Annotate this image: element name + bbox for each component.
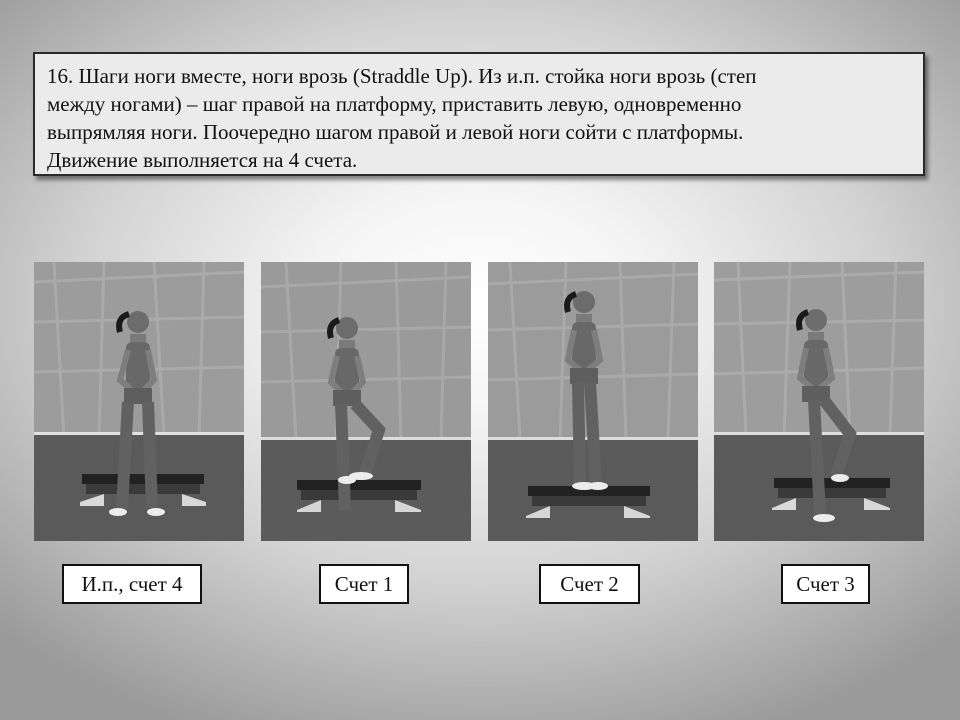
caption-count-1: Счет 1 [319, 564, 409, 604]
photo-start-position [34, 262, 244, 541]
photo-count-3-image [714, 262, 924, 541]
photo-count-2 [488, 262, 698, 541]
description-line-1: 16. Шаги ноги вместе, ноги врозь (Straddle Up). Из и.п. стойка ноги врозь (степ [47, 64, 757, 88]
description-line-4: Движение выполняется на 4 счета. [47, 148, 358, 172]
caption-count-2: Счет 2 [539, 564, 640, 604]
photo-count-3 [714, 262, 924, 541]
photo-count-1 [261, 262, 471, 541]
caption-count-3: Счет 3 [781, 564, 870, 604]
caption-start-position: И.п., счет 4 [62, 564, 202, 604]
photo-start-position-image [34, 262, 244, 541]
description-line-2: между ногами) – шаг правой на платформу, приставить левую, одновременно [47, 92, 742, 116]
photo-count-1-image [261, 262, 471, 541]
description-line-3: выпрямляя ноги. Поочередно шагом правой и левой ноги сойти с платформы. [47, 120, 744, 144]
exercise-description [33, 52, 925, 176]
photo-count-2-image [488, 262, 698, 541]
